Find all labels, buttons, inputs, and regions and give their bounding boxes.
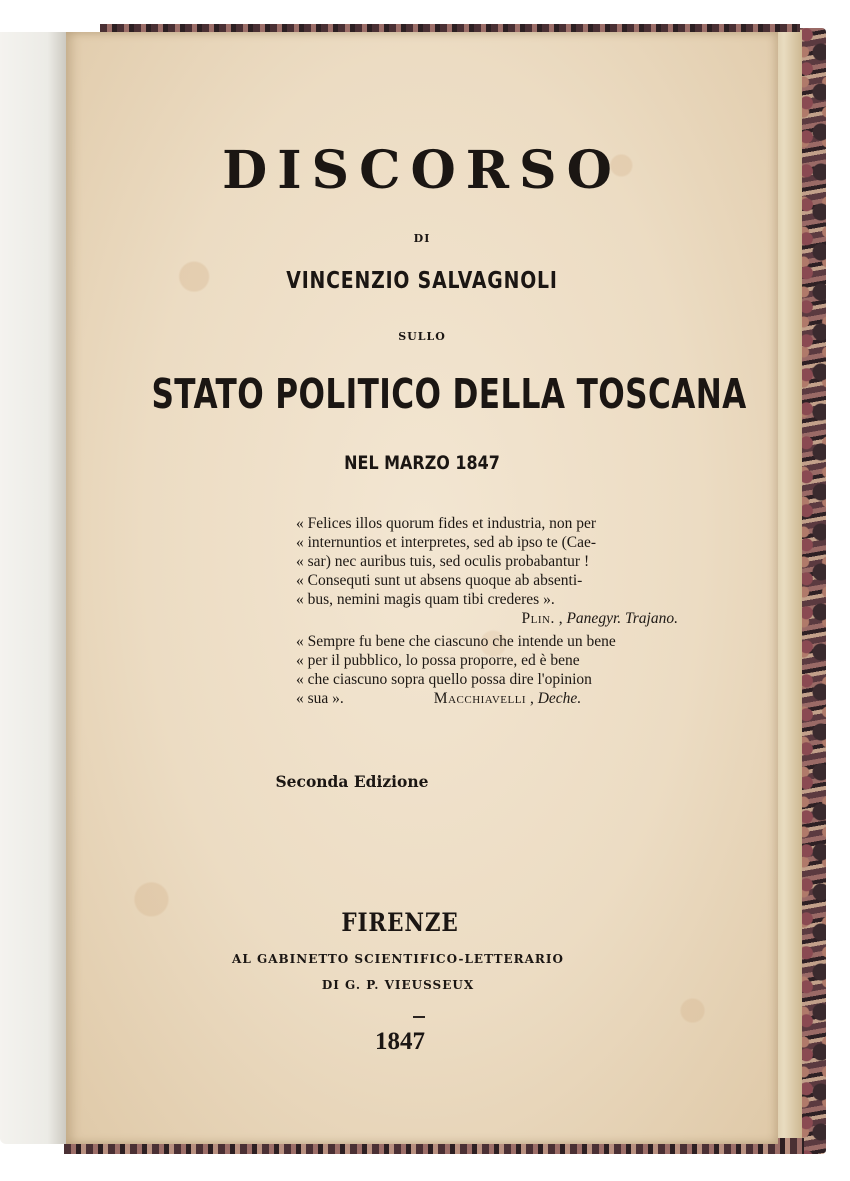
epigraph-line: « bus, nemini magis quam tibi crederes ».	[296, 591, 555, 608]
imprint-publisher: AL GABINETTO SCIENTIFICO-LETTERARIO	[232, 952, 564, 966]
imprint-city: FIRENZE	[341, 908, 459, 937]
epigraph-machiavelli	[296, 632, 696, 708]
epigraph-author: Macchiavelli	[433, 690, 527, 707]
imprint-publisher-name: DI G. P. VIEUSSEUX	[321, 978, 475, 992]
epigraph-line: « Felices illos quorum fides et industria, non per	[296, 515, 597, 532]
epigraph-line: « internuntios et interpretes, sed ab ipso te (Cae-	[296, 534, 597, 551]
epigraph-work: Panegyr. Trajano.	[566, 610, 678, 627]
epigraph-last-line: « sua ». Macchiavelli , Deche.	[296, 690, 582, 707]
epigraph-attribution: Plin. , Panegyr. Trajano.	[521, 610, 678, 627]
book-title: DISCORSO	[222, 140, 622, 201]
epigraph-author: Plin.	[521, 610, 555, 627]
subject-title: STATO POLITICO DELLA TOSCANA	[151, 370, 747, 418]
epigraph-line: « sua ».	[296, 690, 344, 707]
epigraph-work: Deche.	[537, 690, 582, 707]
imprint-year: 1847	[375, 1028, 425, 1055]
preposition-sullo: SULLO	[398, 330, 446, 343]
epigraph-line: « Sempre fu bene che ciascuno che intende un bene	[296, 633, 616, 650]
subject-date: NEL MARZO 1847	[344, 452, 500, 474]
epigraph-line: « sar) nec auribus tuis, sed oculis probabantur !	[296, 553, 590, 570]
imprint-rule	[413, 1016, 425, 1018]
author-name: VINCENZIO SALVAGNOLI	[286, 268, 558, 294]
marbled-top-edge	[100, 24, 800, 32]
epigraph-line: « che ciascuno sopra quello possa dire l'opinion	[296, 671, 592, 688]
epigraph-line: « per il pubblico, lo possa proporre, ed è bene	[296, 652, 580, 669]
epigraph-line: « Consequti sunt ut absens quoque ab absenti-	[296, 572, 583, 589]
title-page	[66, 32, 778, 1144]
epigraph-pliny	[296, 514, 696, 628]
edition-label: Seconda Edizione	[275, 772, 429, 791]
preposition-di: DI	[413, 232, 431, 245]
